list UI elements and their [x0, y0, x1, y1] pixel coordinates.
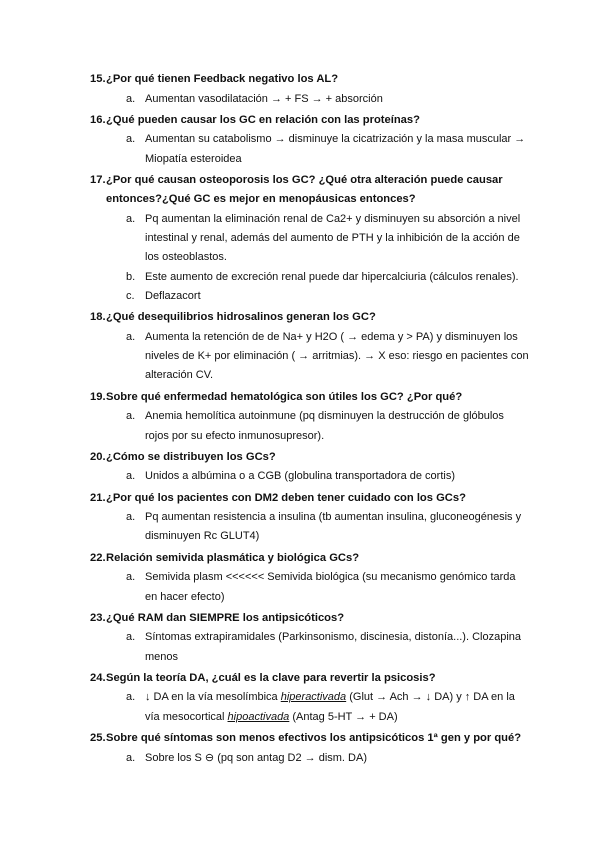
question-number: 22. — [90, 551, 106, 564]
question-number: 19. — [90, 390, 106, 403]
question-17 — [0, 171, 600, 306]
question-number: 25. — [90, 732, 106, 745]
question-21 — [0, 489, 600, 547]
question-heading — [0, 308, 600, 328]
answer-item — [0, 328, 600, 386]
answer-item — [0, 130, 600, 169]
question-text: ¿Por qué tienen Feedback negativo los AL? — [106, 73, 339, 85]
answer-text: Pq aumentan resistencia a insulina (tb aumentan insulina, gluconeogénesis y disminuyen Rc GLUT4) — [145, 511, 522, 543]
question-24 — [0, 669, 600, 727]
answer-item — [0, 508, 600, 547]
answer-label: b. — [126, 270, 136, 283]
answer-item — [0, 90, 600, 109]
answer-label: a. — [126, 470, 136, 483]
answer-text-part: ↓ DA en la vía mesolímbica — [145, 691, 281, 704]
answer-text: Unidos a albúmina o a CGB (globulina transportadora de cortis) — [145, 470, 455, 483]
answer-item — [0, 407, 600, 446]
answer-label: a. — [126, 511, 136, 524]
answer-text-part: (Antag 5-HT → + DA) — [289, 710, 398, 723]
answer-item — [0, 628, 600, 667]
answer-text: Semivida plasm <<<<<< Semivida biológica (su mecanismo genómico tarda en hacer efecto) — [145, 571, 516, 603]
document-page — [0, 70, 600, 770]
question-text: Sobre qué enfermedad hematológica son útiles los GC? ¿Por qué? — [106, 390, 463, 403]
emphasis-hipoactivada: hipoactivada — [227, 710, 290, 723]
question-number: 18. — [90, 311, 106, 324]
answer-item — [0, 268, 600, 287]
answer-label: a. — [126, 92, 136, 105]
answer-text: Sobre los S ⊖ (pq son antag D2 → dism. DA) — [145, 751, 367, 764]
answer-label: a. — [126, 751, 136, 764]
answer-item — [0, 210, 600, 268]
answer-item — [0, 467, 600, 486]
question-number: 20. — [90, 450, 106, 463]
question-text: Sobre qué síntomas son menos efectivos los antipsicóticos 1ª gen y por qué? — [106, 732, 522, 745]
question-20 — [0, 448, 600, 487]
question-heading — [0, 70, 600, 90]
emphasis-hiperactivada: hiperactivada — [280, 691, 347, 704]
question-text: Según la teoría DA, ¿cuál es la clave para revertir la psicosis? — [106, 671, 436, 684]
answer-item — [0, 287, 600, 306]
question-number: 15. — [90, 73, 106, 85]
question-heading — [0, 388, 600, 408]
answer-label: a. — [126, 133, 136, 146]
question-22 — [0, 549, 600, 607]
question-number: 23. — [90, 611, 106, 624]
answer-label: a. — [126, 410, 136, 423]
answer-text: Deflazacort — [145, 290, 201, 303]
answer-item — [0, 688, 600, 727]
answer-text: Anemia hemolítica autoinmune (pq disminuyen la destrucción de glóbulos rojos por su efecto inmunosupresor). — [145, 410, 504, 442]
question-16 — [0, 111, 600, 169]
answer-text: Aumentan vasodilatación → + FS → + absorción — [145, 92, 383, 105]
question-number: 16. — [90, 113, 106, 126]
question-heading — [0, 669, 600, 689]
question-text: ¿Por qué causan osteoporosis los GC? ¿Qué otra alteración puede causar entonces?¿Qué GC es mejor en menopáusicas entonces? — [106, 173, 503, 206]
question-text: Relación semivida plasmática y biológica GCs? — [106, 551, 360, 564]
answer-label: a. — [126, 212, 136, 225]
answer-label: c. — [126, 290, 135, 303]
question-text: ¿Qué RAM dan SIEMPRE los antipsicóticos? — [106, 611, 345, 624]
answer-label: a. — [126, 631, 136, 644]
question-19 — [0, 388, 600, 446]
answer-item — [0, 749, 600, 768]
answer-text-part: (Glut → Ach → ↓ DA) y ↑ DA en la vía mesocortical — [145, 691, 515, 723]
answer-label: a. — [126, 330, 136, 343]
question-text: ¿Por qué los pacientes con DM2 deben tener cuidado con los GCs? — [106, 491, 466, 504]
question-number: 24. — [90, 671, 106, 684]
question-25 — [0, 729, 600, 768]
question-heading — [0, 111, 600, 131]
answer-label: a. — [126, 571, 136, 584]
question-heading — [0, 729, 600, 749]
answer-label: a. — [126, 691, 136, 704]
question-number: 17. — [90, 173, 106, 186]
question-text: ¿Qué pueden causar los GC en relación con las proteínas? — [106, 113, 420, 126]
question-18 — [0, 308, 600, 385]
question-15 — [0, 70, 600, 109]
answer-text: Aumenta la retención de de Na+ y H2O ( → edema y > PA) y disminuyen los niveles de K+ por eliminación ( → arritmias). → X eso: riesgo en pacientes con alteración CV. — [145, 330, 529, 382]
question-number: 21. — [90, 491, 106, 504]
answer-text: Pq aumentan la eliminación renal de Ca2+ y disminuyen su absorción a nivel intestinal y renal, además del aumento de PTH y la inhibición de la acción de los osteoblastos. — [145, 212, 521, 264]
question-heading — [0, 609, 600, 629]
question-heading — [0, 489, 600, 509]
answer-text: Este aumento de excreción renal puede dar hipercalciuria (cálculos renales). — [145, 270, 519, 283]
answer-item — [0, 568, 600, 607]
answer-text: Síntomas extrapiramidales (Parkinsonismo, discinesia, distonía...). Clozapina menos — [145, 631, 521, 663]
question-23 — [0, 609, 600, 667]
question-heading — [0, 171, 600, 210]
question-text: ¿Qué desequilibrios hidrosalinos generan los GC? — [106, 311, 376, 324]
answer-text: Aumentan su catabolismo → disminuye la cicatrización y la masa muscular → Miopatía esteroidea — [145, 133, 526, 165]
question-text: ¿Cómo se distribuyen los GCs? — [106, 450, 276, 463]
question-heading — [0, 549, 600, 569]
question-heading — [0, 448, 600, 468]
